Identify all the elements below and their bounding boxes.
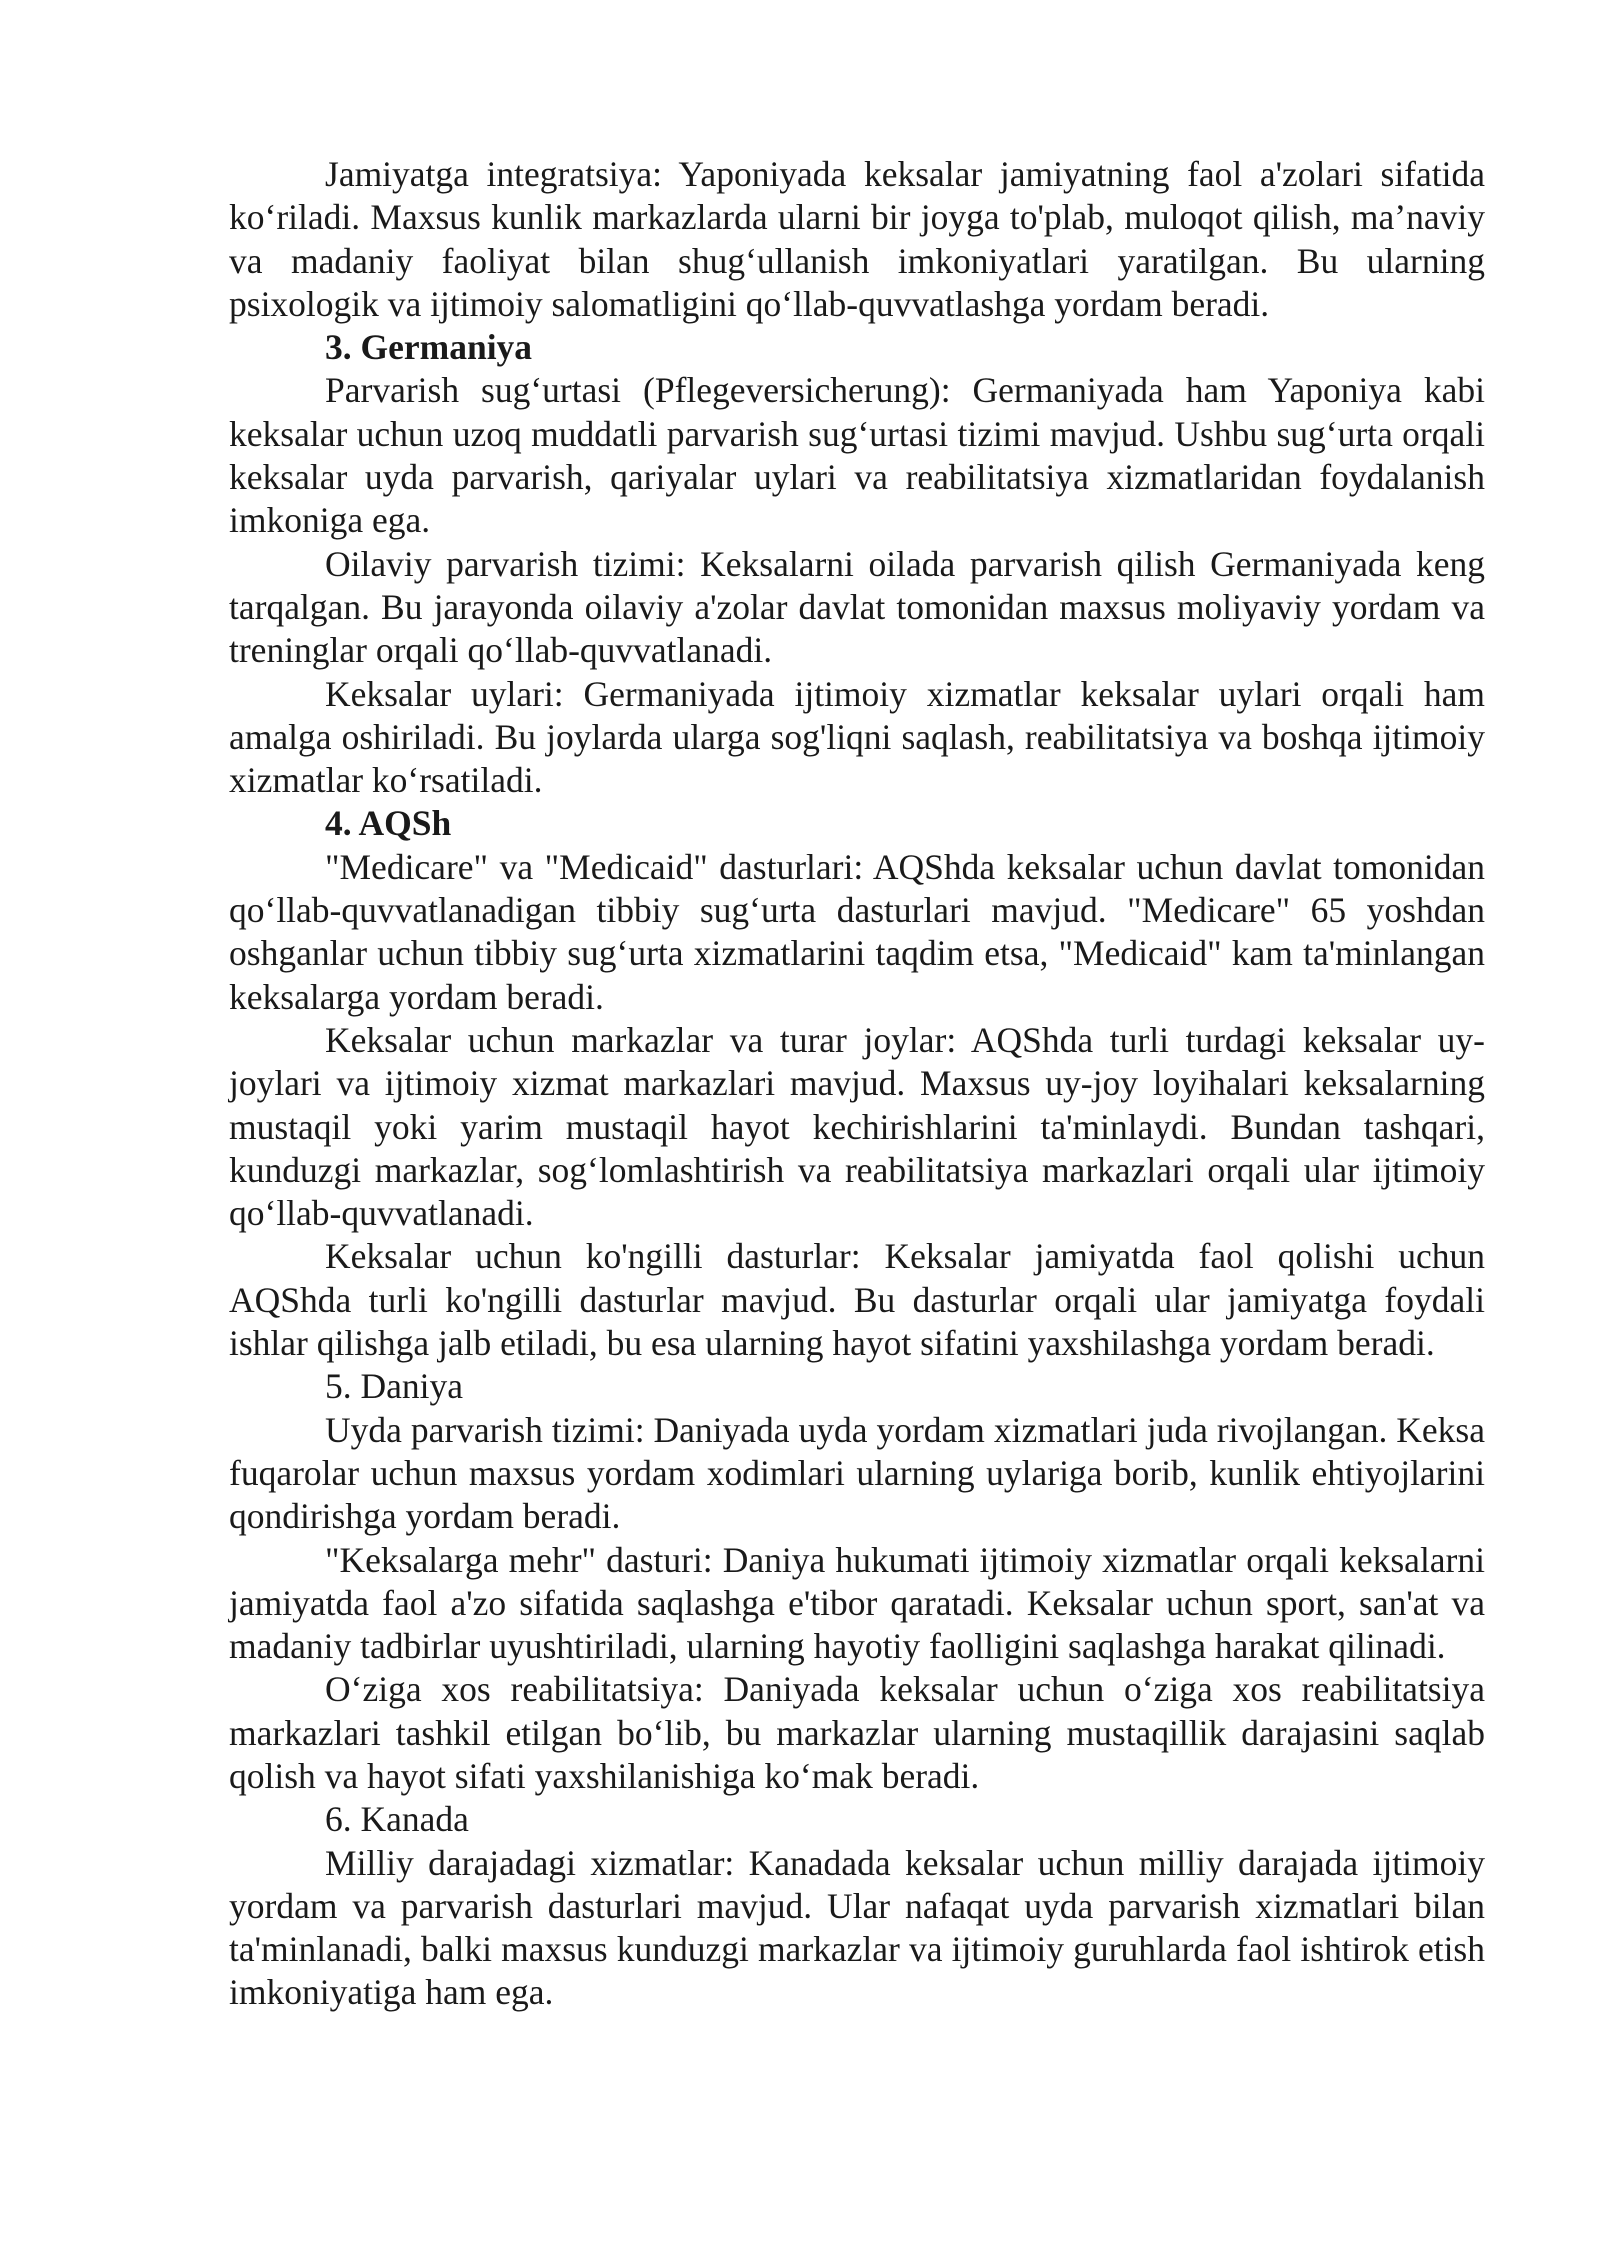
section-heading-germany: 3. Germaniya — [325, 327, 533, 368]
paragraph-usa-volunteer: Keksalar uchun ko'ngilli dasturlar: Keksalar jamiyatda faol qolishi uchun AQShda turli ko'ngilli dasturlar mavjud. Bu dasturlar orqali ular jamiyatga foydali ishlar qilishga jalb etiladi, bu esa ularning hayot sifatini yaxshilashga yordam beradi. — [229, 1236, 1485, 1364]
paragraph-japan-integration: Jamiyatga integratsiya: Yaponiyada keksalar jamiyatning faol a'zolari sifatida ko‘riladi. Maxsus kunlik markazlarda ularni bir joyga to'plab, muloqot qilish, ma’naviy va madaniy faoliyat bilan shug‘ullanish imkoniyatlari yaratilgan. Bu ularning psixologik va ijtimoiy salomatligini qo‘llab-quvvatlashga yordam beradi. — [229, 154, 1485, 324]
document-page — [229, 153, 1485, 2015]
paragraph-denmark-program: "Keksalarga mehr" dasturi: Daniya hukumati ijtimoiy xizmatlar orqali keksalarni jamiyatda faol a'zo sifatida saqlashga e'tibor qaratadi. Keksalar uchun sport, san'at va madaniy tadbirlar uyushtiriladi, ularning hayotiy faolligini saqlashga harakat qilinadi. — [229, 1539, 1485, 1667]
section-heading-denmark: 5. Daniya — [325, 1366, 464, 1407]
section-heading-canada: 6. Kanada — [325, 1799, 469, 1840]
paragraph-canada-services: Milliy darajadagi xizmatlar: Kanadada keksalar uchun milliy darajada ijtimoiy yordam va parvarish dasturlari mavjud. Ular nafaqat uyda parvarish xizmatlari bilan ta'minlanadi, balki maxsus kunduzgi markazlar va ijtimoiy guruhlarda faol ishtirok etish imkoniyatiga ham ega. — [229, 1842, 1485, 2013]
paragraph-denmark-rehabilitation: O‘ziga xos reabilitatsiya: Daniyada keksalar uchun o‘ziga xos reabilitatsiya markazlari tashkil etilgan bo‘lib, bu markazlar ularning mustaqillik darajasini saqlab qolish va hayot sifati yaxshilanishiga ko‘mak beradi. — [229, 1669, 1485, 1796]
paragraph-denmark-home-care: Uyda parvarish tizimi: Daniyada uyda yordam xizmatlari juda rivojlangan. Keksa fuqarolar uchun maxsus yordam xodimlari ularning uylariga borib, kunlik ehtiyojlarini qondirishga yordam beradi. — [229, 1409, 1485, 1537]
paragraph-germany-family-care: Oilaviy parvarish tizimi: Keksalarni oilada parvarish qilish Germaniyada keng tarqalgan. Bu jarayonda oilaviy a'zolar davlat tomonidan maxsus moliyaviy yordam va treninglar orqali qo‘llab-quvvatlanadi. — [229, 543, 1485, 671]
paragraph-usa-centers: Keksalar uchun markazlar va turar joylar: AQShda turli turdagi keksalar uy-joylari va ijtimoiy xizmat markazlari mavjud. Maxsus uy-joy loyihalari keksalarning mustaqil yoki yarim mustaqil hayot kechirishlarini ta'minlaydi. Bundan tashqari, kunduzgi markazlar, sog‘lomlashtirish va reabilitatsiya markazlari orqali ular ijtimoiy qo‘llab-quvvatlanadi. — [229, 1019, 1485, 1234]
paragraph-usa-medicare: "Medicare" va "Medicaid" dasturlari: AQShda keksalar uchun davlat tomonidan qo‘llab-quvvatlanadigan tibbiy sug‘urta dasturlari mavjud. "Medicare" 65 yoshdan oshganlar uchun tibbiy sug‘urta xizmatlarini taqdim etsa, "Medicaid" kam ta'minlangan keksalarga yordam beradi. — [229, 846, 1485, 1017]
paragraph-germany-insurance: Parvarish sug‘urtasi (Pflegeversicherung): Germaniyada ham Yaponiya kabi keksalar uchun uzoq muddatli parvarish sug‘urtasi tizimi mavjud. Ushbu sug‘urta orqali keksalar uyda parvarish, qariyalar uylari va reabilitatsiya xizmatlaridan foydalanish imkoniga ega. — [229, 370, 1485, 541]
paragraph-germany-elderly-homes: Keksalar uylari: Germaniyada ijtimoiy xizmatlar keksalar uylari orqali ham amalga oshiriladi. Bu joylarda ularga sog'liqni saqlash, reabilitatsiya va boshqa ijtimoiy xizmatlar ko‘rsatiladi. — [229, 673, 1485, 801]
section-heading-usa: 4. AQSh — [325, 803, 452, 844]
